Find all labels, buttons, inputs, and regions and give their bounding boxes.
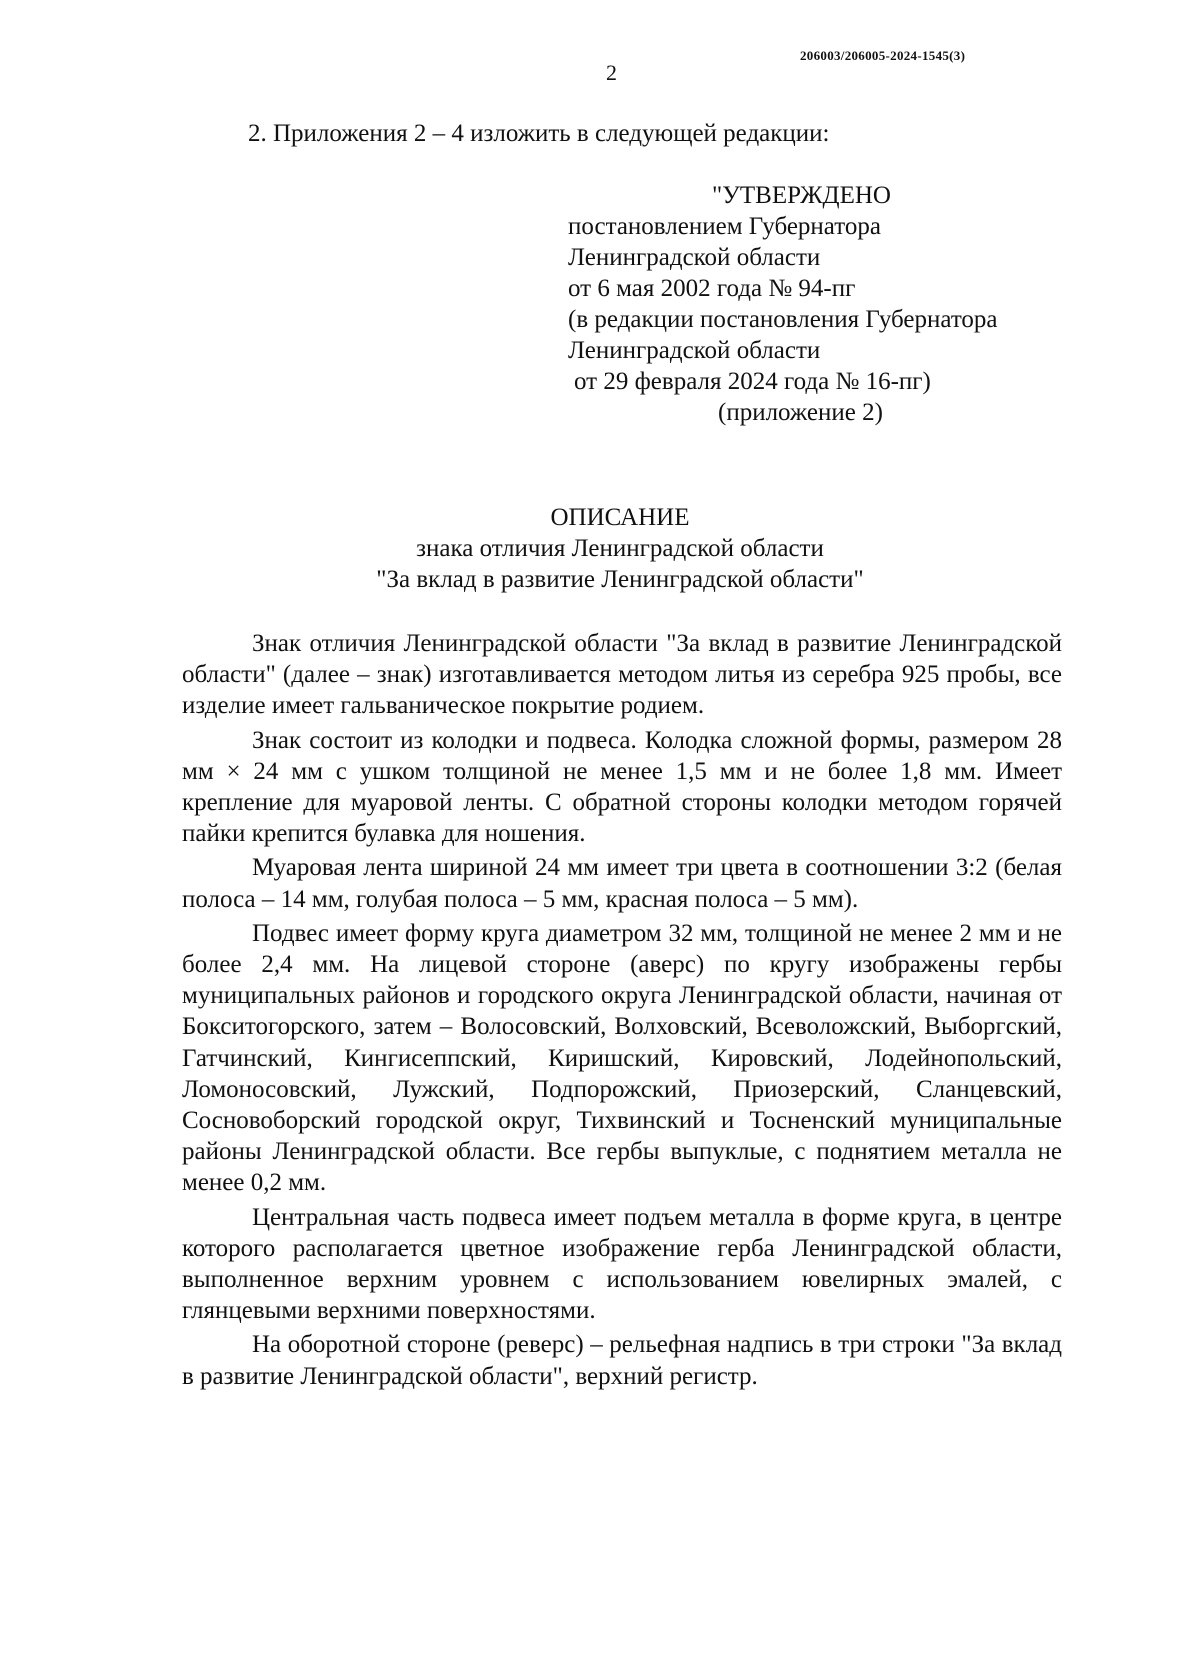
paragraph-reverse: На оборотной стороне (реверс) – рельефная надпись в три строки "За вклад в развитие Ленинградской области", верхний регистр.	[182, 1331, 1062, 1390]
description-heading: ОПИСАНИЕ	[550, 504, 690, 531]
approval-title: "УТВЕРЖДЕНО	[712, 182, 891, 209]
page-number: 2	[606, 60, 617, 85]
appendix-label: (приложение 2)	[718, 399, 883, 426]
approval-stamp-block	[568, 180, 1088, 428]
award-name: "За вклад в развитие Ленинградской области"	[376, 566, 864, 593]
paragraph-ribbon: Муаровая лента шириной 24 мм имеет три цвета в соотношении 3:2 (белая полоса – 14 мм, голубая полоса – 5 мм, красная полоса – 5 мм).	[182, 854, 1062, 913]
approval-line-5: Ленинградской области	[568, 337, 821, 364]
paragraph-central-part: Центральная часть подвеса имеет подъем металла в форме круга, в центре которого располагается цветное изображение герба Ленинградской области, выполненное верхним уровнем с использованием ювелирных эмалей, с глянцевыми верхними поверхностями.	[182, 1203, 1062, 1325]
approval-line-6: от 29 февраля 2024 года № 16-пг)	[574, 368, 931, 395]
document-registration-number: 206003/206005-2024-1545(3)	[800, 48, 966, 63]
paragraph-pendant-obverse: Подвес имеет форму круга диаметром 32 мм, толщиной не менее 2 мм и не более 2,4 мм. На лицевой стороне (аверс) по кругу изображены гербы муниципальных районов и городского округа Ленинградской области, начиная от Бокситогорского, затем – Волосовский, Волховский, Всеволожский, Выборгский, Гатчинский, Кингисеппский, Киришский, Кировский, Лодейнопольский, Ломоносовский, Лужский, Подпорожский, Приозерский, Сланцевский, Сосновоборский городской округ, Тихвинский и Тосненский муниципальные районы Ленинградской области. Все гербы выпуклые, с поднятием металла не менее 0,2 мм.	[182, 919, 1062, 1197]
amendment-intro: 2. Приложения 2 – 4 изложить в следующей редакции:	[248, 120, 830, 147]
approval-line-2: Ленинградской области	[568, 244, 821, 271]
approval-line-1: постановлением Губернатора	[568, 213, 881, 240]
description-subheading: знака отличия Ленинградской области	[416, 535, 824, 562]
description-body	[182, 628, 1062, 1395]
description-title-block	[160, 502, 1080, 595]
paragraph-composition: Знак состоит из колодки и подвеса. Колодка сложной формы, размером 28 мм × 24 мм с ушком толщиной не менее 1,5 мм и не более 1,8 мм. Имеет крепление для муаровой ленты. С обратной стороны колодки методом горячей пайки крепится булавка для ношения.	[182, 726, 1062, 848]
paragraph-manufacturing: Знак отличия Ленинградской области "За вклад в развитие Ленинградской области" (далее – знак) изготавливается методом литья из серебра 925 пробы, все изделие имеет гальваническое покрытие родием.	[182, 630, 1062, 720]
approval-line-4: (в редакции постановления Губернатора	[568, 306, 998, 333]
approval-line-3: от 6 мая 2002 года № 94-пг	[568, 275, 856, 302]
